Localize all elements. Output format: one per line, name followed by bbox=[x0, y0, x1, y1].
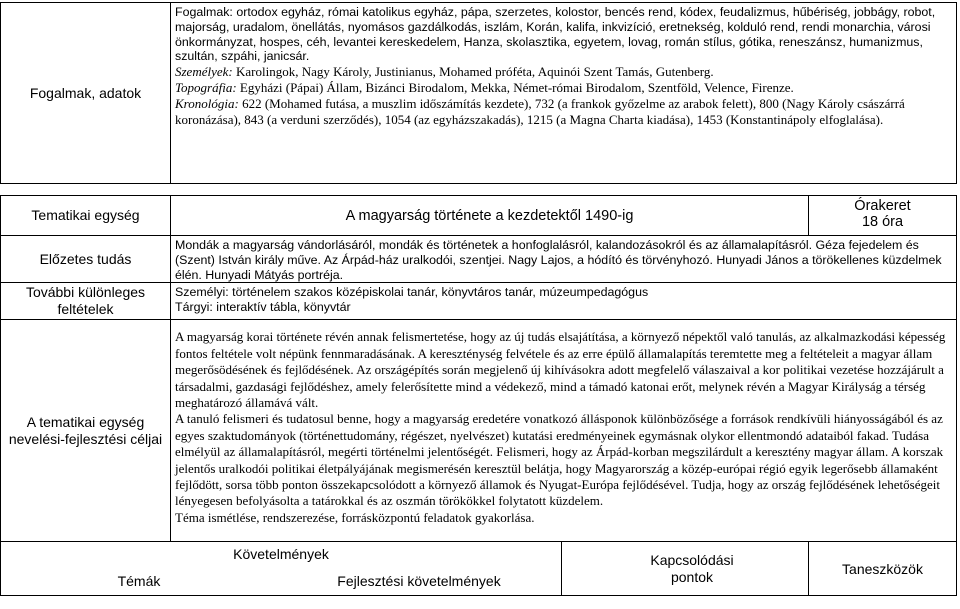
conditions-personal: Személyi: történelem szakos középiskolai tanár, könyvtáros tanár, múzeumpedagógus bbox=[175, 285, 649, 300]
concepts-content bbox=[171, 3, 957, 184]
requirements-label: Követelmények bbox=[1, 542, 561, 567]
connections-label-cell bbox=[562, 542, 809, 596]
topography-label: Topográfia: bbox=[175, 80, 237, 96]
goals-content bbox=[171, 320, 957, 542]
chronology-text: 622 (Mohamed futása, a muszlim időszámítás kezdete), 732 (a frankok győzelme az arabok felett), 800 (Nagy Károly császárrá koronázása), 843 (a verduni szerződés), 1054 (az egyházszakadás), 1215 (a Magna Charta kiadása), 1453 (Konstantinápoly elfoglalása). bbox=[175, 96, 905, 128]
conditions-label: További különleges feltételek bbox=[1, 283, 171, 320]
chronology-label: Kronológia: bbox=[175, 96, 239, 112]
conditions-content bbox=[171, 283, 957, 320]
topics-label: Témák bbox=[117, 573, 161, 590]
concepts-text: ortodox egyház, római katolikus egyház, pápa, szerzetes, kolostor, bencés rend, kódex, feudalizmus, hűbériség, jobbágy, robot, majorság, uradalom, önellátás, nyomásos gazdálkodás, iszlám, Korán, kalifa, inkvizíció, eretnekség, kolduló rend, rendi monarchia, városi önkormányzat, hospes, céh, levantei kereskedelem, Hanza, skolasztika, egyetem, lovag, román stílus, gótika, reneszánsz, humanizmus, szultán, szpáhi, janicsár. bbox=[175, 5, 936, 64]
persons-paragraph bbox=[175, 64, 952, 80]
concepts-prefix: Fogalmak: bbox=[175, 5, 233, 19]
concepts-label: Fogalmak, adatok bbox=[1, 3, 171, 184]
requirements-header-cell bbox=[1, 542, 562, 596]
requirements-subheaders bbox=[1, 567, 561, 595]
hours-value: 18 óra bbox=[861, 214, 904, 230]
conditions-material: Tárgyi: interaktív tábla, könyvtár bbox=[175, 300, 351, 315]
tools-label: Taneszközök bbox=[809, 542, 957, 596]
persons-text: Karolingok, Nagy Károly, Justinianus, Mohamed próféta, Aquinói Szent Tamás, Gutenberg. bbox=[236, 64, 714, 80]
unit-table bbox=[0, 195, 957, 596]
goals-paragraph-1: A magyarság korai története révén annak felismertetése, hogy az új tudás elsajátítása, a környező népektől való tanulás, az alkalmazkodási képesség fontos feltétele volt népünk fennmaradásának. A kereszténység felvétele és az erre épülő államalapítás teremtette meg a feltételeit a magyar állam megerősödésének és fejlődésének. Az országépítés során megjelenő új kihívásokra adott megfelelő válaszaival a kor politikai vezetése hozzájárult a társadalmi, gazdasági fejlődéshez, amely felerősítette mind a védekező, mind a támadó katonai erőt, melynek révén a Magyar Királyság a térség meghatározó államává vált. bbox=[175, 329, 946, 411]
goals-paragraph-3: Téma ismétlése, rendszerezése, forrásközpontú feladatok gyakorlása. bbox=[175, 509, 535, 525]
connections-label: Kapcsolódási pontok bbox=[650, 551, 734, 585]
topography-text: Egyházi (Pápai) Állam, Bizánci Birodalom, Mekka, Német-római Birodalom, Szentföld, Velence, Firenze. bbox=[239, 80, 794, 96]
prior-knowledge-text: Mondák a magyarság vándorlásáról, mondák és történetek a honfoglalásról, kalandozásokról és az államalapításról. Géza fejedelem és (Szent) István király műve. Az Árpád-ház uralkodói, szentjei. Nagy Lajos, a hódító és törvényhozó. Hunyadi János a törökellenes küzdelmek élén. Hunyadi Mátyás portréja. bbox=[171, 236, 957, 283]
dev-requirements-label: Fejlesztési követelmények bbox=[337, 573, 501, 590]
unit-label: Tematikai egység bbox=[1, 196, 171, 236]
hours-cell bbox=[809, 196, 957, 236]
chronology-paragraph bbox=[175, 96, 952, 128]
hours-label: Órakeret bbox=[854, 198, 911, 214]
concepts-paragraph bbox=[175, 5, 952, 64]
topography-paragraph bbox=[175, 80, 952, 96]
goals-label: A tematikai egység nevelési-fejlesztési céljai bbox=[1, 320, 171, 542]
goals-paragraph-2: A tanuló felismeri és tudatosul benne, hogy a magyarság eredetére vonatkozó állásponok különbözősége a források rendkívüli hiányosságából és az egyes szaktudományok (történettudomány, régészet, nyelvészet) kutatási eredményeinek egymásnak olykor ellentmondó adataiból fakad. Tudása elmélyül az államalapításról, megérti történelmi jelentőségét. Felismeri, hogy az Árpád-korban megszilárdult a keresztény magyar állam. A korszak jelentős uralkodói politikai életpályájának megismerésén keresztül belátja, hogy Magyarország a közép-európai régió egyik legerősebb államaként fejlődött, sorsa több ponton összekapcsolódott a környező államok és Nyugat-Európa fejlődésével. Tudja, hogy az ország fejlődésének lehetőségeit lényegesen befolyásolta a tatárokkal és az oszmán törökökkel folytatott küzdelem. bbox=[175, 411, 944, 509]
concepts-table bbox=[0, 2, 957, 184]
persons-label: Személyek: bbox=[175, 64, 233, 80]
unit-title: A magyarság története a kezdetektől 1490-ig bbox=[171, 196, 809, 236]
prior-knowledge-label: Előzetes tudás bbox=[1, 236, 171, 283]
